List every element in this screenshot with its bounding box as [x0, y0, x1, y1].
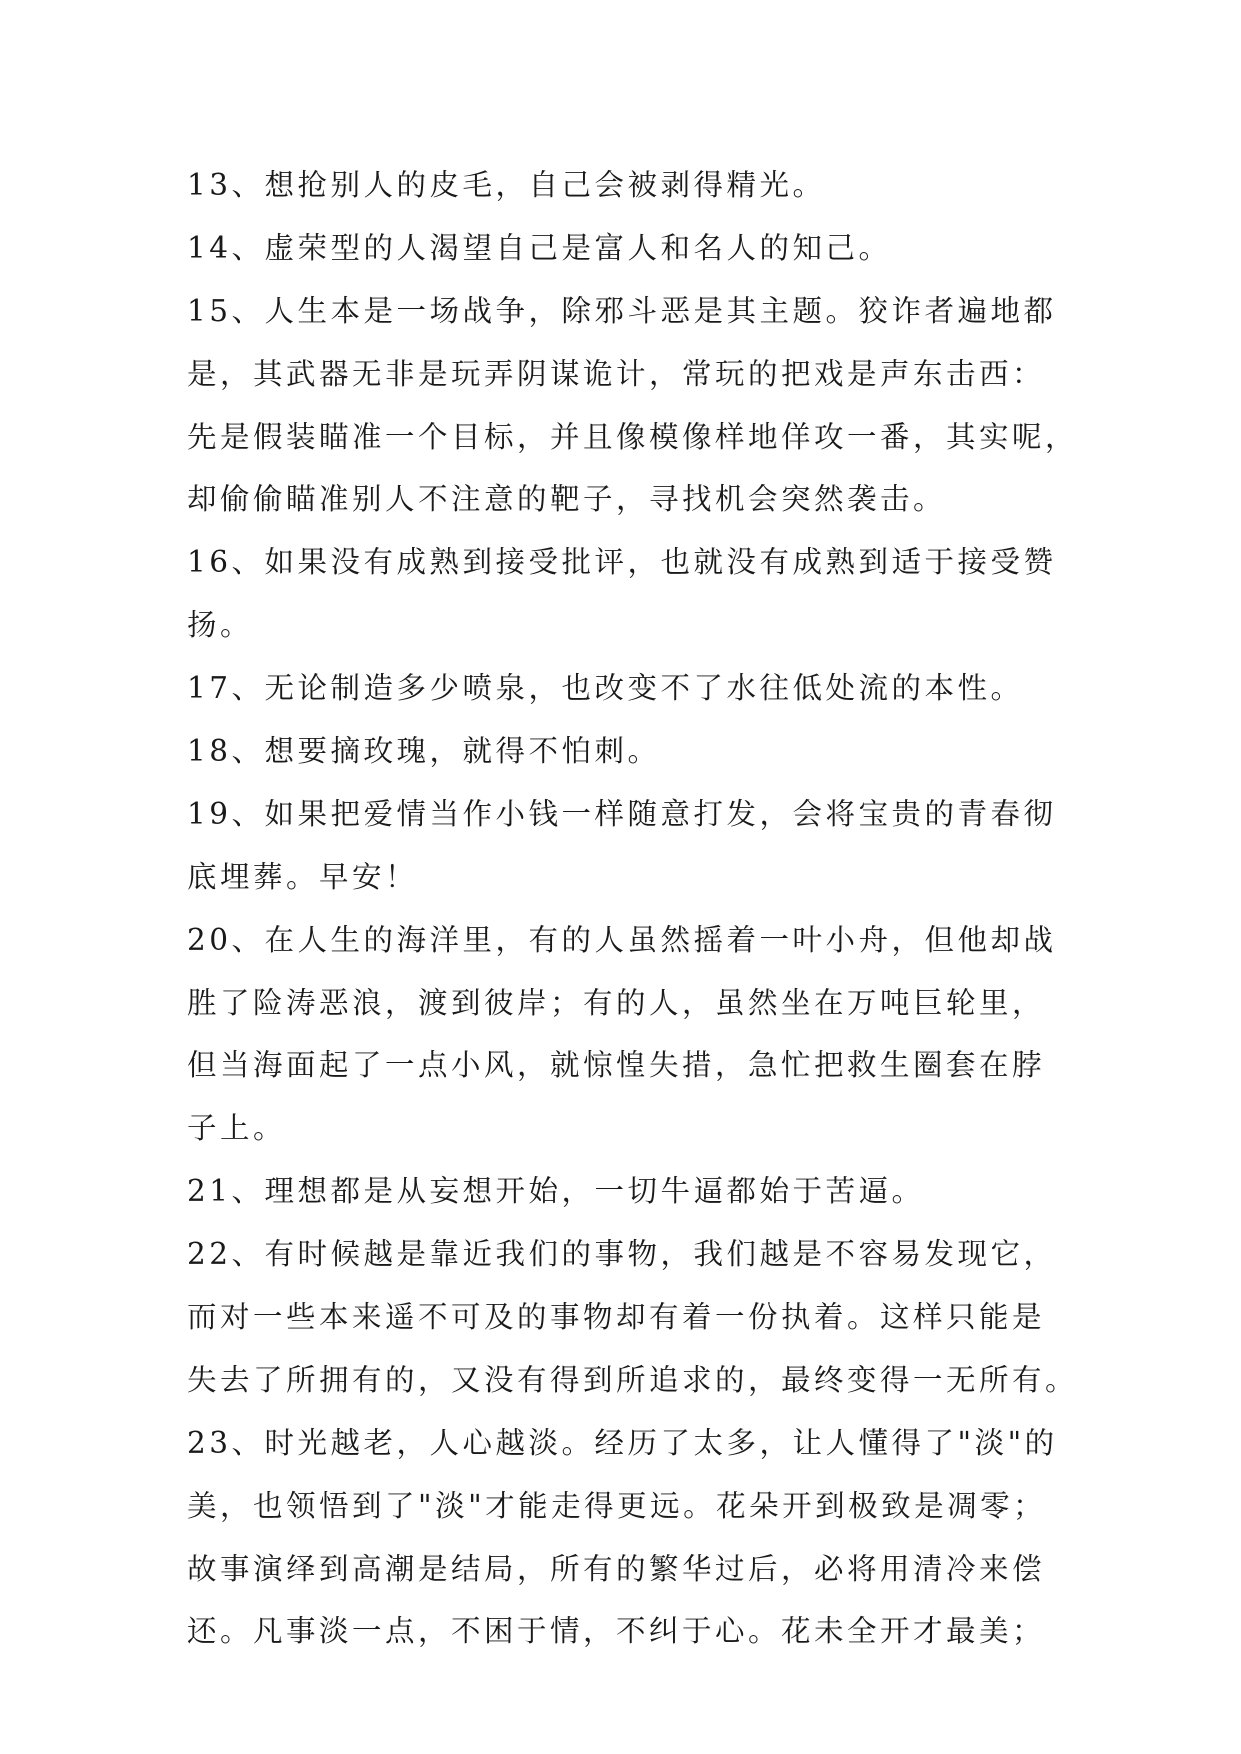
- text-line: 23、时光越老，人心越淡。经历了太多，让人懂得了"淡"的: [187, 1425, 1058, 1460]
- text-line: 17、无论制造多少喷泉，也改变不了水往低处流的本性。: [187, 671, 1024, 706]
- text-line: 21、理想都是从妄想开始，一切牛逼都始于苦逼。: [187, 1174, 925, 1209]
- text-line: 胜了险涛恶浪，渡到彼岸；有的人，虽然坐在万吨巨轮里，: [187, 985, 1046, 1020]
- text-line: 14、虚荣型的人渴望自己是富人和名人的知己。: [187, 230, 892, 265]
- text-line: 而对一些本来遥不可及的事物却有着一份执着。这样只能是: [187, 1300, 1046, 1335]
- text-line: 先是假装瞄准一个目标，并且像模像样地佯攻一番，其实呢，: [187, 419, 1079, 454]
- text-line: 子上。: [187, 1111, 287, 1146]
- text-line: 但当海面起了一点小风，就惊惶失措，急忙把救生圈套在脖: [187, 1048, 1046, 1083]
- text-line: 底埋葬。早安！: [187, 859, 419, 894]
- text-line: 故事演绎到高潮是结局，所有的繁华过后，必将用清冷来偿: [187, 1551, 1046, 1586]
- text-line: 却偷偷瞄准别人不注意的靶子，寻找机会突然袭击。: [187, 482, 947, 517]
- text-line: 15、人生本是一场战争，除邪斗恶是其主题。狡诈者遍地都: [187, 293, 1057, 328]
- text-line: 13、想抢别人的皮毛，自己会被剥得精光。: [187, 168, 826, 202]
- text-line: 是，其武器无非是玩弄阴谋诡计，常玩的把戏是声东击西：: [187, 356, 1046, 391]
- text-line: 20、在人生的海洋里，有的人虽然摇着一叶小舟，但他却战: [187, 922, 1057, 957]
- text-line: 16、如果没有成熟到接受批评，也就没有成熟到适于接受赞: [187, 545, 1057, 580]
- text-line: 19、如果把爱情当作小钱一样随意打发，会将宝贵的青春彻: [187, 796, 1057, 831]
- text-line: 失去了所拥有的，又没有得到所追求的，最终变得一无所有。: [187, 1362, 1079, 1397]
- text-line: 扬。: [187, 608, 254, 643]
- text-line: 美，也领悟到了"淡"才能走得更远。花朵开到极致是凋零；: [187, 1488, 1047, 1523]
- text-line: 还。凡事淡一点，不困于情，不纠于心。花未全开才最美；: [187, 1614, 1046, 1649]
- text-line: 18、想要摘玫瑰，就得不怕刺。: [187, 734, 661, 769]
- text-line: 22、有时候越是靠近我们的事物，我们越是不容易发现它，: [187, 1237, 1057, 1272]
- document-body: [187, 154, 1079, 1663]
